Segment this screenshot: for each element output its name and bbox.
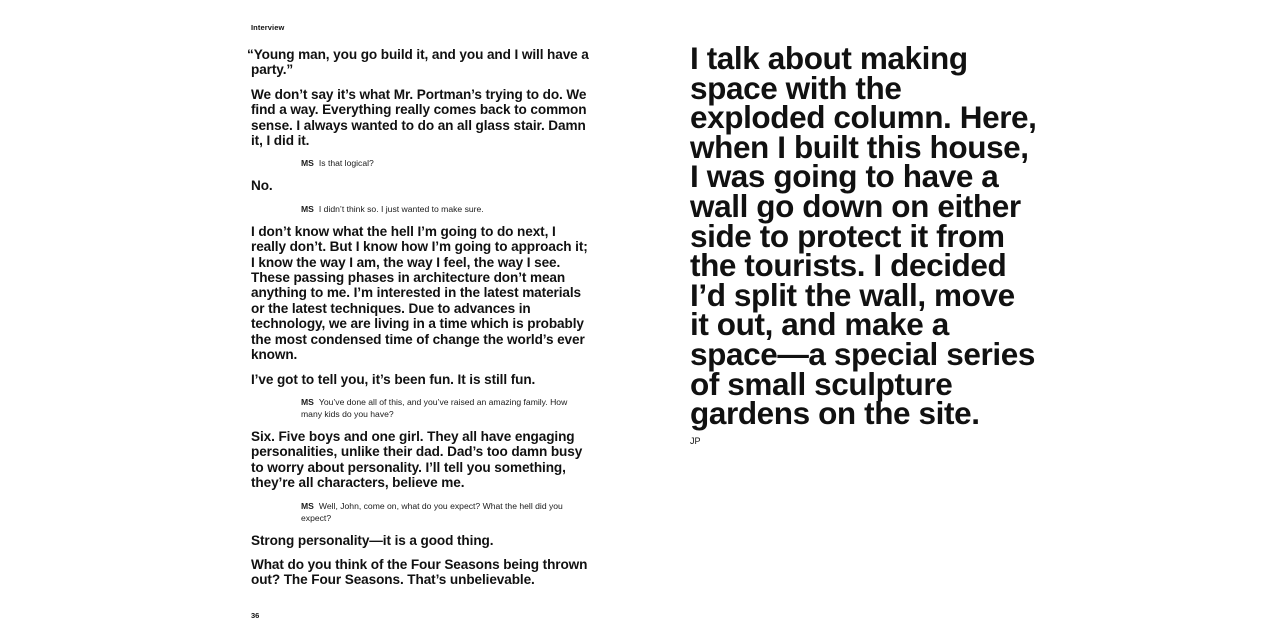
question-text: I didn’t think so. I just wanted to make sure. [318, 203, 484, 214]
question-text: Well, John, come on, what do you expect? What the hell did you expect? [301, 500, 563, 523]
question-paragraph [301, 203, 586, 215]
section-label: Interview [251, 23, 285, 32]
question-text: Is that logical? [318, 158, 374, 169]
pull-quote: I talk about making space with the exploded column. Here, when I built this house, I was going to have a wall go down on either side to protect it from the tourists. I decided I’d split the wall, move it out, and make a space—a special series of small sculpture gardens on the site. [690, 40, 1037, 432]
interview-column [247, 47, 591, 597]
answer-paragraph: No. [251, 178, 273, 194]
answer-paragraph: We don’t say it’s what Mr. Portman’s trying to do. We find a way. Everything really comes back to common sense. I always wanted to do an all glass stair. Damn it, I did it. [251, 86, 587, 149]
pull-quote-column [690, 40, 1040, 446]
question-paragraph [301, 157, 586, 169]
pull-quote-attribution: JP [690, 435, 701, 446]
question-paragraph [301, 500, 586, 524]
answer-paragraph: I don’t know what the hell I’m going to do next, I really don’t. But I know how I’m going to approach it; I know the way I am, the way I feel, the way I see. These passing phases in architecture don’t mean anything to me. I’m interested in the latest materials or the latest techniques. Due to advances in technology, we are living in a time which is probably the most condensed time of change the world’s ever known. [251, 223, 588, 363]
question-text: You’ve done all of this, and you’ve raised an amazing family. How many kids do you have? [301, 396, 568, 419]
answer-paragraph: What do you think of the Four Seasons being thrown out? The Four Seasons. That’s unbelievable. [251, 556, 588, 588]
answer-paragraph: “Young man, you go build it, and you and I will have a party.” [247, 47, 589, 78]
interviewer-initials: MS [301, 500, 314, 511]
interviewer-initials: MS [301, 203, 314, 214]
question-paragraph [301, 396, 586, 420]
answer-paragraph: I’ve got to tell you, it’s been fun. It is still fun. [251, 371, 536, 387]
answer-paragraph: Six. Five boys and one girl. They all have engaging personalities, unlike their dad. Dad’s too damn busy to worry about personality. I’ll tell you something, they’re all characters, believe me. [251, 428, 583, 491]
page-number: 36 [251, 611, 260, 620]
interviewer-initials: MS [301, 396, 314, 407]
interviewer-initials: MS [301, 158, 314, 169]
answer-paragraph: Strong personality—it is a good thing. [251, 532, 494, 548]
